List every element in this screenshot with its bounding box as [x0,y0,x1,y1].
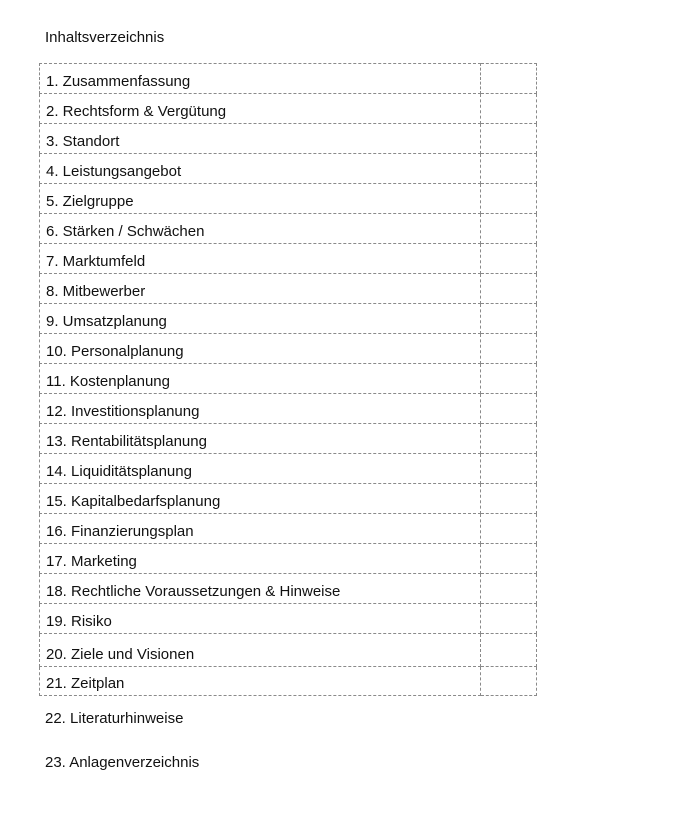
table-row [40,364,537,394]
table-row [40,634,537,667]
table-row [40,394,537,424]
table-row [40,574,537,604]
toc-entry-page [481,304,537,334]
toc-entry-page [481,667,537,696]
table-row [40,274,537,304]
toc-entry-literaturhinweise[interactable]: 22. Literaturhinweise [45,710,184,727]
toc-entry-label[interactable]: 20. Ziele und Visionen [40,634,481,667]
table-row [40,334,537,364]
toc-entry-page [481,214,537,244]
toc-entry-label[interactable]: 11. Kostenplanung [40,364,481,394]
toc-entry-page [481,454,537,484]
toc-entry-label[interactable]: 2. Rechtsform & Vergütung [40,94,481,124]
toc-entry-page [481,154,537,184]
toc-entry-label[interactable]: 15. Kapitalbedarfsplanung [40,484,481,514]
toc-entry-label[interactable]: 21. Zeitplan [40,667,481,696]
toc-entry-page [481,514,537,544]
table-row [40,214,537,244]
toc-entry-page [481,394,537,424]
toc-entry-page [481,634,537,667]
toc-entry-page [481,244,537,274]
toc-entry-label[interactable]: 5. Zielgruppe [40,184,481,214]
table-row [40,94,537,124]
toc-entry-label[interactable]: 13. Rentabilitätsplanung [40,424,481,454]
toc-entry-page [481,64,537,94]
toc-entry-page [481,94,537,124]
table-row [40,154,537,184]
toc-entry-label[interactable]: 6. Stärken / Schwächen [40,214,481,244]
toc-entry-page [481,484,537,514]
toc-entry-label[interactable]: 10. Personalplanung [40,334,481,364]
table-row [40,124,537,154]
toc-entry-page [481,124,537,154]
toc-entry-page [481,184,537,214]
table-row [40,544,537,574]
table-row [40,64,537,94]
toc-entry-label[interactable]: 4. Leistungsangebot [40,154,481,184]
toc-entry-page [481,364,537,394]
table-row [40,304,537,334]
table-row [40,514,537,544]
toc-entry-label[interactable]: 18. Rechtliche Voraussetzungen & Hinweise [40,574,481,604]
toc-entry-label[interactable]: 19. Risiko [40,604,481,634]
toc-entry-page [481,574,537,604]
table-row [40,454,537,484]
table-row [40,604,537,634]
toc-entry-page [481,274,537,304]
toc-entry-label[interactable]: 14. Liquiditätsplanung [40,454,481,484]
table-row [40,484,537,514]
toc-table [39,63,537,696]
table-row [40,667,537,696]
toc-entry-anlagenverzeichnis[interactable]: 23. Anlagenverzeichnis [45,754,200,771]
toc-entry-page [481,544,537,574]
toc-title: Inhaltsverzeichnis [45,29,165,46]
toc-entry-page [481,604,537,634]
toc-entry-label[interactable]: 17. Marketing [40,544,481,574]
toc-entry-label[interactable]: 12. Investitionsplanung [40,394,481,424]
toc-entry-label[interactable]: 1. Zusammenfassung [40,64,481,94]
toc-entry-page [481,424,537,454]
toc-entry-label[interactable]: 8. Mitbewerber [40,274,481,304]
table-row [40,184,537,214]
toc-entry-label[interactable]: 16. Finanzierungsplan [40,514,481,544]
toc-entry-label[interactable]: 9. Umsatzplanung [40,304,481,334]
table-row [40,424,537,454]
toc-table-body [40,64,537,696]
toc-entry-label[interactable]: 3. Standort [40,124,481,154]
table-row [40,244,537,274]
toc-entry-page [481,334,537,364]
toc-entry-label[interactable]: 7. Marktumfeld [40,244,481,274]
